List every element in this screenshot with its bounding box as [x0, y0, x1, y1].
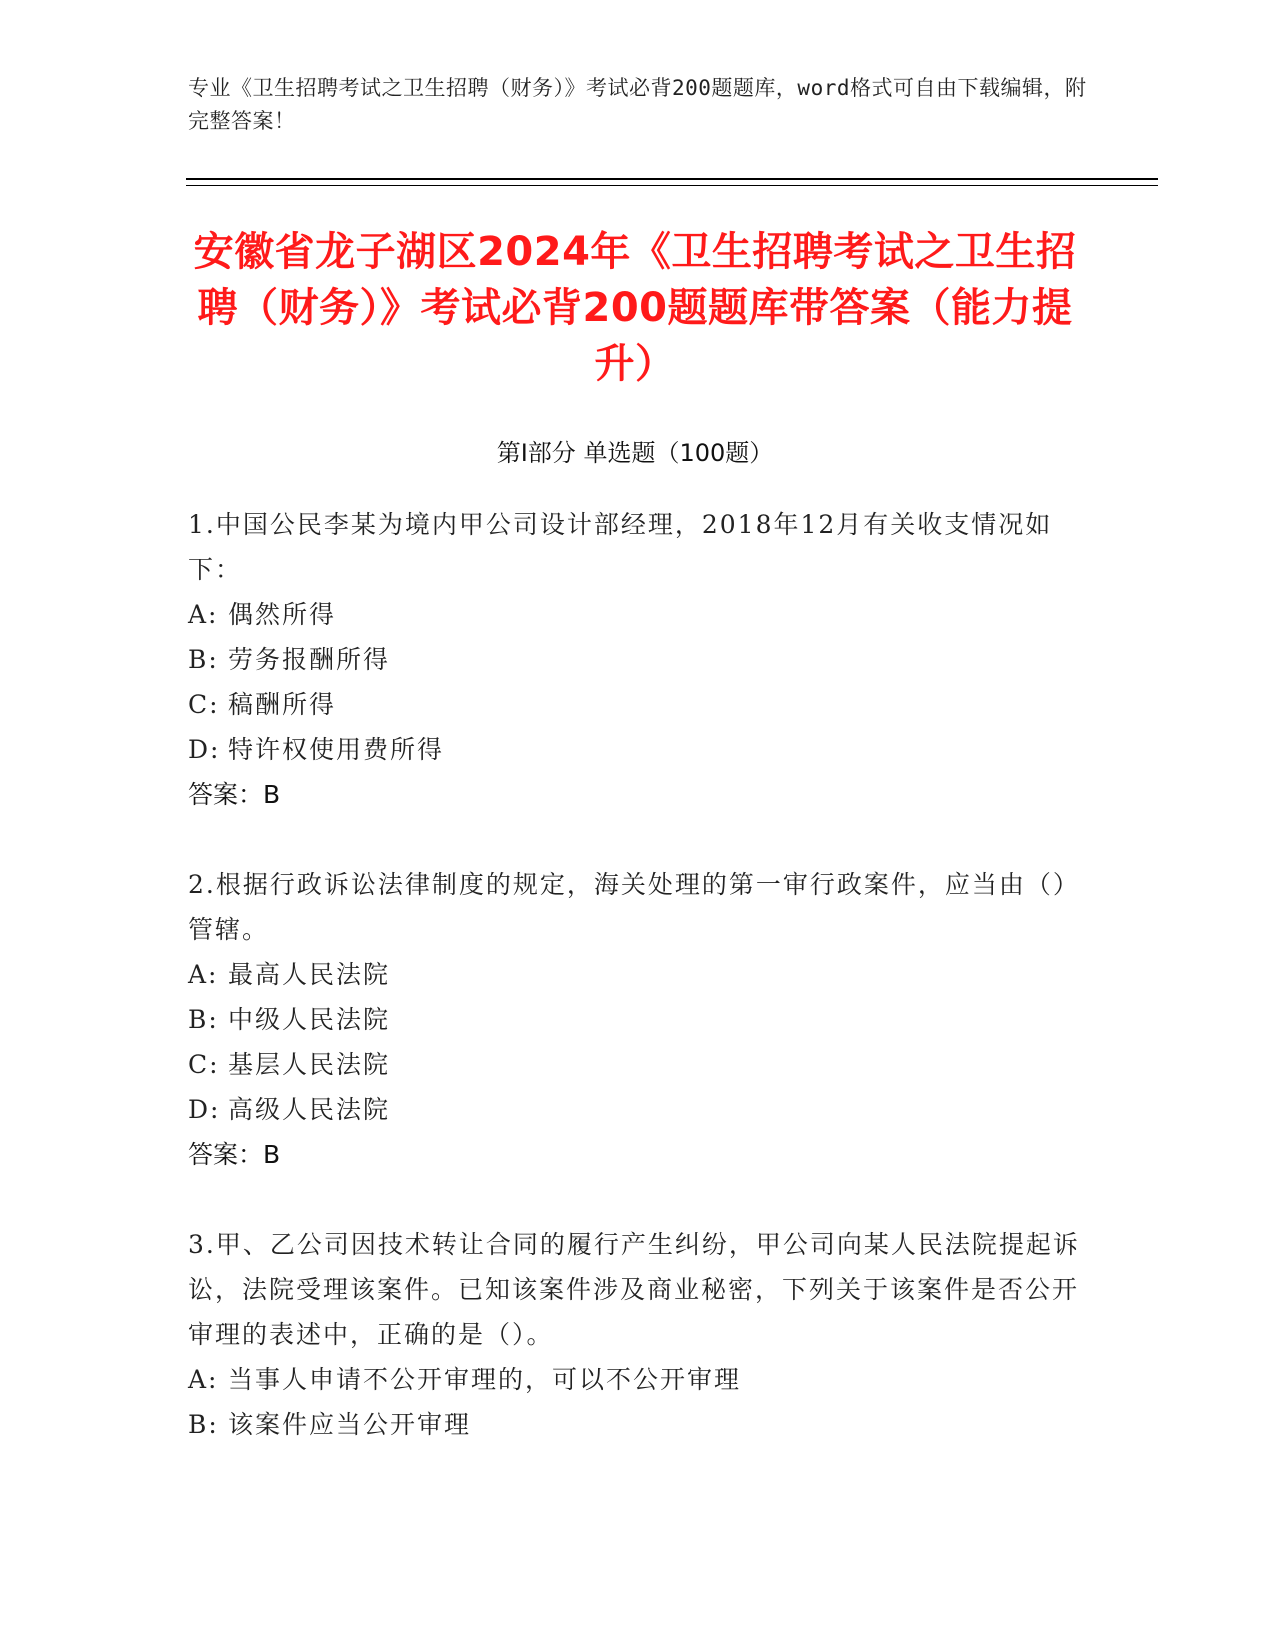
option-letter: B: [188, 1005, 219, 1034]
option-text: 稿酬所得 [228, 690, 337, 719]
option-c [188, 1042, 1088, 1087]
option-text: 基层人民法院 [228, 1050, 391, 1079]
option-b [188, 1402, 1088, 1447]
option-a [188, 952, 1088, 997]
question-3 [188, 1222, 1088, 1447]
option-letter: B: [188, 1410, 219, 1439]
option-text: 偶然所得 [228, 600, 337, 629]
document-title: 安徽省龙子湖区2024年《卫生招聘考试之卫生招聘（财务）》考试必背200题题库带答案（能力提升） [193, 229, 1077, 387]
option-a [188, 592, 1088, 637]
option-letter: B: [188, 645, 219, 674]
option-text: 劳务报酬所得 [228, 645, 391, 674]
question-text: 3.甲、乙公司因技术转让合同的履行产生纠纷，甲公司向某人民法院提起诉讼，法院受理该案件。已知该案件涉及商业秘密，下列关于该案件是否公开审理的表述中，正确的是（）。 [188, 1230, 1080, 1349]
option-text: 当事人申请不公开审理的，可以不公开审理 [228, 1365, 742, 1394]
option-letter: A: [188, 1365, 219, 1394]
option-c [188, 682, 1088, 727]
option-letter: D: [188, 1095, 221, 1124]
option-text: 高级人民法院 [228, 1095, 391, 1124]
question-text: 1.中国公民李某为境内甲公司设计部经理，2018年12月有关收支情况如下： [188, 510, 1053, 584]
option-text: 最高人民法院 [228, 960, 391, 989]
option-letter: A: [188, 600, 219, 629]
section-title: 第Ⅰ部分 单选题（100题） [496, 439, 774, 467]
question-1 [188, 502, 1088, 817]
option-letter: A: [188, 960, 219, 989]
option-letter: C: [188, 1050, 220, 1079]
option-letter: D: [188, 735, 221, 764]
question-2 [188, 862, 1088, 1177]
option-b [188, 637, 1088, 682]
option-d [188, 727, 1088, 772]
option-a [188, 1357, 1088, 1402]
answer-label: 答案：B [188, 780, 281, 809]
option-text: 特许权使用费所得 [228, 735, 445, 764]
option-d [188, 1087, 1088, 1132]
option-b [188, 997, 1088, 1042]
option-text: 该案件应当公开审理 [228, 1410, 472, 1439]
header-divider-thick [186, 178, 1158, 180]
option-text: 中级人民法院 [228, 1005, 391, 1034]
header-divider-thin [186, 185, 1158, 186]
question-text: 2.根据行政诉讼法律制度的规定，海关处理的第一审行政案件，应当由（）管辖。 [188, 870, 1080, 944]
answer-label: 答案：B [188, 1140, 281, 1169]
header-note: 专业《卫生招聘考试之卫生招聘（财务）》考试必背200题题库，word格式可自由下载编辑，附完整答案！ [188, 76, 1087, 133]
option-letter: C: [188, 690, 220, 719]
